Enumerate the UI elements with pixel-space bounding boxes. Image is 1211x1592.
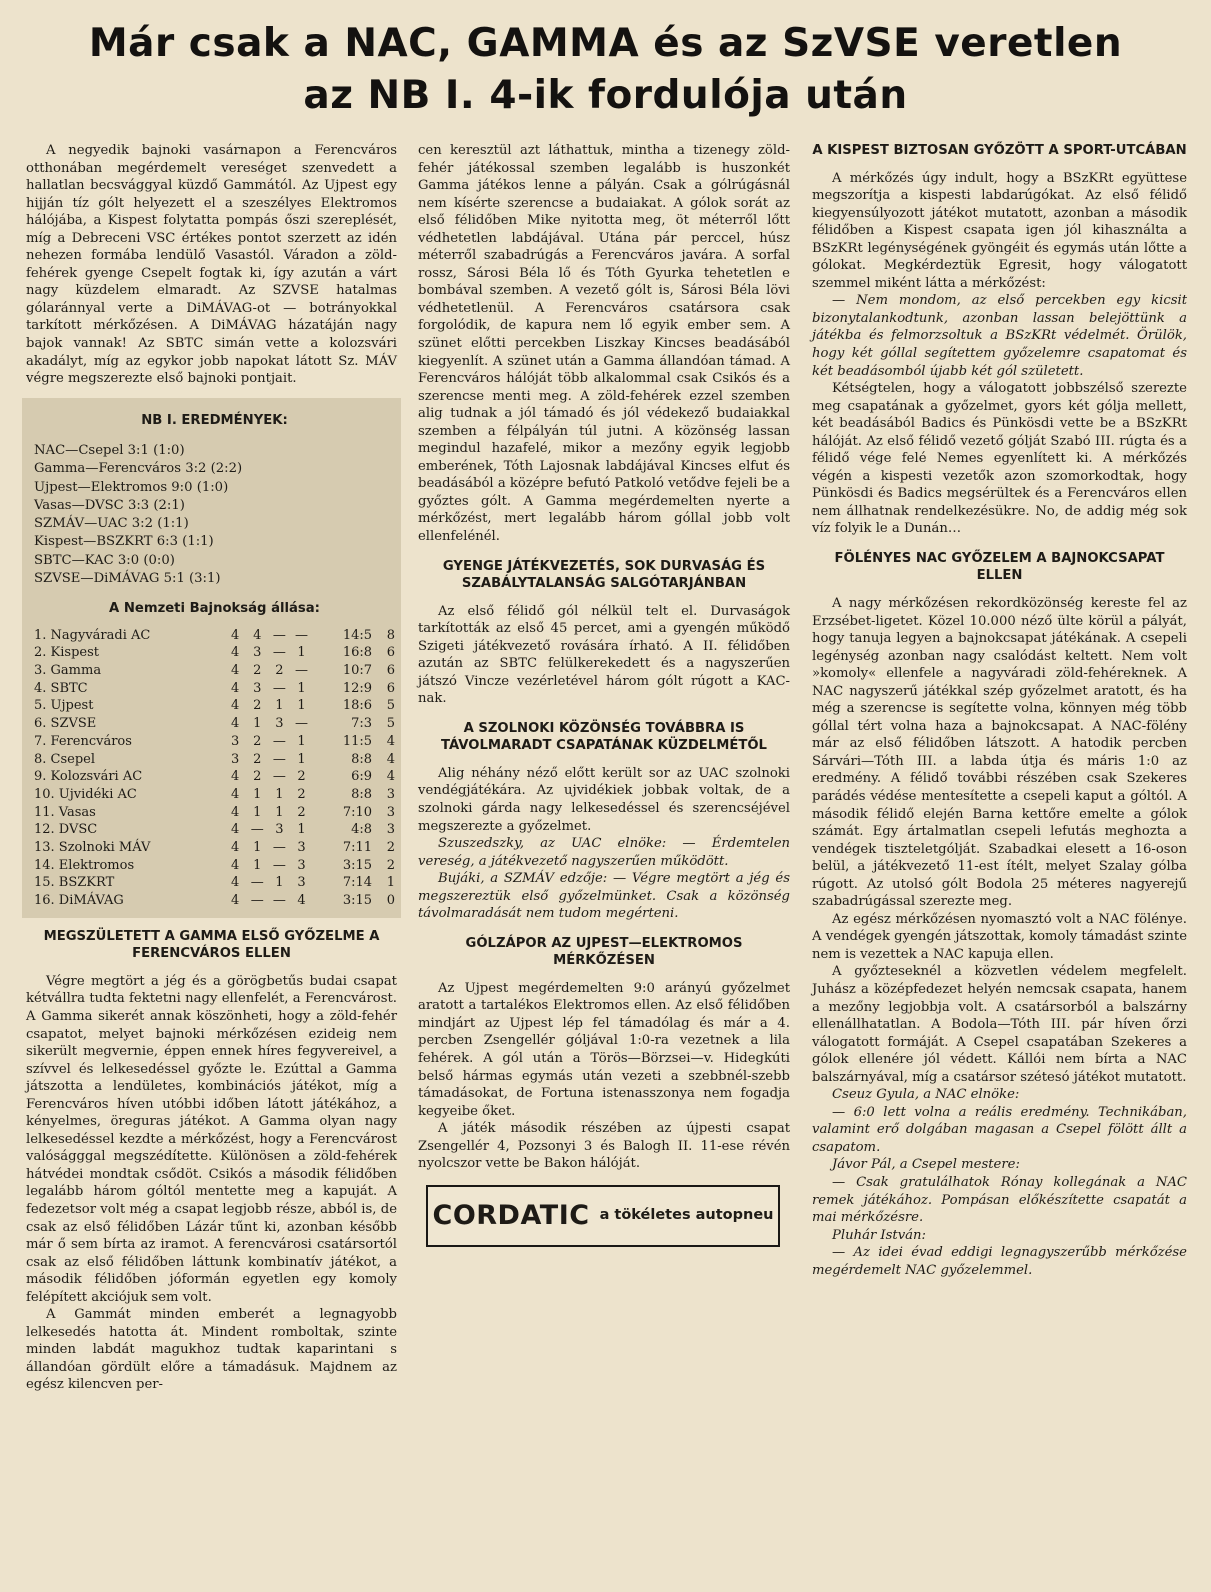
- drawn: —: [272, 857, 286, 873]
- results-list: [34, 442, 395, 588]
- ujpest-heading: GÓLZÁPOR AZ UJPEST—ELEKTROMOS MÉRKŐZÉSEN: [465, 935, 743, 969]
- team-name: 12. DVSC: [34, 822, 98, 838]
- szolnok-paragraph-3: Bujáki, a SZMÁV edzője: — Végre megtört a jég és megszereztük első győzelmünket. Csak a közönség távolmaradását nem tudom megérteni.: [418, 871, 790, 922]
- played: 4: [230, 786, 240, 802]
- standings-row: [34, 715, 395, 733]
- results-box: [22, 398, 401, 918]
- gamma-paragraph-2: A Gammát minden emberét a legnagyobb lelkesedés hatotta át. Mindent romboltak, szinte minden labdát magukhoz tudtak kaparintani s állandóan gördült előre a támadásuk. Majdnem az egész kilencven per-: [26, 1307, 397, 1393]
- lost: —: [295, 627, 309, 643]
- team-name: 14. Elektromos: [34, 857, 135, 873]
- team-name: 8. Csepel: [34, 751, 96, 767]
- points: 2: [386, 840, 395, 856]
- won: 1: [253, 804, 262, 820]
- lost: —: [295, 716, 309, 732]
- points: 5: [386, 698, 395, 714]
- played: 4: [230, 716, 240, 732]
- nac-heading: FÖLÉNYES NAC GYŐZELEM A BAJNOKCSAPAT ELLEN: [834, 550, 1165, 584]
- points: 8: [386, 627, 395, 643]
- standings-row: [34, 662, 395, 680]
- column-1: [26, 142, 397, 1394]
- team-name: 11. Vasas: [34, 804, 96, 820]
- points: 6: [386, 645, 395, 661]
- goal-ratio: 7:10: [342, 804, 373, 820]
- standings-table: [34, 627, 395, 910]
- standings-row: [34, 680, 395, 698]
- nac-paragraph-1: A nagy mérkőzésen rekordközönség kereste fel az Erzsébet-ligetet. Közel 10.000 néző ülte körül a pályát, hogy tanuja legyen a bajnokcsapat játékának. A csepeli legénység azonban nagy csalódást keltett. Nem volt »komoly« ellenfele a nagyváradi zöld-fehéreknek. A NAC nagyszerű játékkal szép győzelmet aratott, és ha még a szerencse is segítette volna, könnyen még több góllal tért volna haza a bajnokcsapat. A NAC-fölény már az első félidőben látszott. A hatodik percben Sárvári—Tóth III. a labda útja és máris 1:0 az eredmény. A félidő további részében csak Szekeres parádés védése mentesítette a csepeli kaput a góltól. A második félidő elején Barna kettőre emelte a gólok számát. Egy ártalmatlan csepeli lefutás meghozta a vendégek tiszteletgólját. Szabadkai elesett a 16-oson belül, a játékvezető 11-est ítélt, melyet Szalay gólba rúgott. Az utolsó gólt Bodola 25 méteres nagyerejű szabadrúgással szerezte meg.: [812, 595, 1187, 910]
- team-name: 4. SBTC: [34, 680, 88, 696]
- won: 1: [253, 840, 262, 856]
- points: 3: [386, 786, 395, 802]
- points: 3: [386, 822, 395, 838]
- standings-row: [34, 857, 395, 875]
- played: 4: [230, 663, 240, 679]
- results-title: NB I. EREDMÉNYEK:: [141, 412, 288, 428]
- won: 1: [253, 716, 262, 732]
- standings-row: [34, 804, 395, 822]
- played: 4: [230, 840, 240, 856]
- goal-ratio: 7:3: [351, 716, 373, 732]
- played: 4: [230, 698, 240, 714]
- standings-row: [34, 821, 395, 839]
- salgotarjan-heading: GYENGE JÁTÉKVEZETÉS, SOK DURVASÁG ÉS SZABÁLYTALANSÁG SALGÓTARJÁNBAN: [442, 558, 766, 592]
- gamma-heading: MEGSZÜLETETT A GAMMA ELSŐ GYŐZELME A FERENCVÁROS ELLEN: [43, 928, 380, 962]
- won: 3: [253, 680, 262, 696]
- played: 4: [230, 680, 240, 696]
- nac-paragraph-5: — 6:0 lett volna a reális eredmény. Technikában, valamint erő dolgában magasan a Csepel fölött állt a csapatom.: [812, 1104, 1187, 1155]
- goal-ratio: 3:15: [342, 893, 373, 909]
- drawn: —: [272, 645, 286, 661]
- lost: 1: [297, 698, 306, 714]
- standings-row: [34, 768, 395, 786]
- kispest-paragraph-2: — Nem mondom, az első percekben egy kicsit bizonytalankodtunk, azonban lassan belejöttünk a játékba és felmorzsoltuk a BSzKRt védelmét. Örülök, hogy két góllal segítettem győzelemre csapatomat és két beadásomból újabb két gól született.: [812, 293, 1187, 379]
- standings-row: [34, 892, 395, 910]
- gamma-paragraph-1: Végre megtört a jég és a görögbetűs budai csapat kétvállra tudta fektetni nagy ellenfelét, a Ferencvárost. A Gamma sikerét annak köszönheti, hogy a zöld-fehér csapatot, melyet bajnoki mérkőzésen ezideig nem sikerült megvernie, éppen ennek híres fegyvereivel, a szívvel és lelkesedéssel győzte le. Ezúttal a Gamma játszotta a lendületes, kombinációs játékot, míg a Ferencváros híven utóbbi időben látott játékához, a kényelmes, öreguras játékot. A Gamma olyan nagy lelkesedéssel kezdte a mérkőzést, hogy a Ferencvárost valóságggal megszédítette. Különösen a zöld-fehérek hátvédei mondtak csődöt. Csikós a második félidőben legalább három góltól mentette meg a kapuját. A fedezetsor volt még a csapat legjobb része, abból is, de csak az első félidőben Lázár tűnt ki, azonban később már ő sem bírta az iramot. A ferencvárosi csatársortól csak az első félidőben láttunk kombinatív játékot, a második félidőben jóformán egyetlen egy komoly felépített akciójuk sem volt.: [26, 973, 397, 1305]
- drawn: —: [272, 769, 286, 785]
- nac-paragraph-4: Cseuz Gyula, a NAC elnöke:: [832, 1087, 1020, 1103]
- ad-tagline: a tökéletes autopneu: [599, 1207, 774, 1224]
- drawn: —: [272, 680, 286, 696]
- team-name: 2. Kispest: [34, 645, 99, 661]
- team-name: 7. Ferencváros: [34, 733, 132, 749]
- standings-row: [34, 751, 395, 769]
- drawn: 3: [275, 822, 284, 838]
- standings-row: [34, 627, 395, 645]
- result-row: SZMÁV—UAC 3:2 (1:1): [34, 516, 189, 532]
- standings-title: A Nemzeti Bajnokság állása:: [109, 601, 320, 617]
- lost: 3: [297, 857, 306, 873]
- lost: —: [295, 663, 309, 679]
- points: 6: [386, 663, 395, 679]
- lost: 1: [297, 645, 306, 661]
- lost: 1: [297, 733, 306, 749]
- won: 1: [253, 857, 262, 873]
- gamma-continuation: cen keresztül azt láthattuk, mintha a tizenegy zöld-fehér játékossal szemben legalább is huszonkét Gamma játékos lenne a pályán. Csak a gólrúgásnál nem kísérte szerencse a budaiakat. A gólok sorát az első félidőben Mike nyitotta meg, öt méterről lőtt védhetetlen labdájával. Utána pár perccel, húsz méterről szabadrúgás a Ferencváros javára. A sorfal rossz, Sárosi Béla lő és Tóth Gyurka tehetetlen e bombával szemben. A vezető gólt is, Sárosi Béla lövi védhetetlenül. A Ferencváros csatársora csak forgolódik, de kapura nem lő egyik ember sem. A szünet előtti percekben Liszkay Kincses beadásából kiegyenlít. A szünet után a Gamma állandóan támad. A Ferencváros hálóját több alkalommal csak Csikós és a szerencse menti meg. A zöld-fehérek ezzel szemben alig tudnak a jól támadó és jól védekező budaiakkal szemben a félpályán túl jutni. A közönség lassan megindul hazafelé, mikor a mezőny egyik legjobb emberének, Tóth Lajosnak labdájával Kincses elfut és beadásából a középre befutó Patkoló vetődve fejeli be a győztes gólt. A Gamma megérdemelten nyerte a mérkőzést, mert legalább három góllal jobb volt ellenfelénél.: [418, 143, 790, 545]
- lost: 3: [297, 875, 306, 891]
- standings-row: [34, 874, 395, 892]
- played: 4: [230, 627, 240, 643]
- points: 4: [386, 751, 395, 767]
- nac-paragraph-2: Az egész mérkőzésen nyomasztó volt a NAC fölénye. A vendégek gyengén játszottak, komoly támadást szinte nem is vezettek a NAC kapuja ellen.: [812, 911, 1187, 962]
- goal-ratio: 18:6: [342, 698, 373, 714]
- points: 6: [386, 680, 395, 696]
- drawn: 1: [275, 875, 284, 891]
- goal-ratio: 6:9: [351, 769, 373, 785]
- kispest-paragraph-1: A mérkőzés úgy indult, hogy a BSzKRt együttese megszorítja a kispesti labdarúgókat. Az első félidő kiegyensúlyozott játékot mutatott, azonban a második félidőben a Kispest csapata igen jól kihasználta a BSzKRt legénységének gyöngéit és egymás után lőtte a gólokat. Megkérdeztük Egresit, hogy válogatott szemmel miként látta a mérkőzést:: [812, 170, 1187, 291]
- won: 4: [253, 627, 262, 643]
- headline: [0, 18, 1211, 122]
- played: 4: [230, 875, 240, 891]
- played: 4: [230, 893, 240, 909]
- drawn: —: [272, 733, 286, 749]
- points: 0: [386, 893, 395, 909]
- szolnok-paragraph-2: Szuszedszky, az UAC elnöke: — Érdemtelen vereség, a játékvezető nagyszerűen működött.: [418, 836, 790, 869]
- lost: 2: [297, 786, 306, 802]
- nac-paragraph-8: Pluhár István:: [832, 1227, 926, 1243]
- goal-ratio: 12:9: [342, 680, 373, 696]
- result-row: Kispest—BSZKRT 6:3 (1:1): [34, 534, 214, 550]
- team-name: 5. Ujpest: [34, 698, 94, 714]
- played: 3: [230, 733, 240, 749]
- lost: 1: [297, 822, 306, 838]
- nac-paragraph-3: A győzteseknél a közvetlen védelem megfelelt. Juhász a középfedezet helyén nemcsak csapata, hanem a mezőny legjobbja volt. A csatársorból a balszárny ellenállhatatlan. A Bodola—Tóth III. pár híven őrzi válogatott formáját. A Csepel csapatában Szekeres a gólok ellenére jól védett. Kállói nem bírta a NAC balszárnyával, míg a csatársor szétesó játékot mutatott.: [812, 964, 1187, 1085]
- won: 2: [253, 663, 262, 679]
- points: 4: [386, 769, 395, 785]
- lost: 3: [297, 840, 306, 856]
- result-row: Ujpest—Elektromos 9:0 (1:0): [34, 479, 229, 495]
- standings-row: [34, 697, 395, 715]
- team-name: 15. BSZKRT: [34, 875, 115, 891]
- team-name: 13. Szolnoki MÁV: [34, 840, 151, 856]
- played: 4: [230, 645, 240, 661]
- goal-ratio: 11:5: [342, 733, 373, 749]
- drawn: —: [272, 893, 286, 909]
- intro-paragraph: A negyedik bajnoki vasárnapon a Ferencváros otthonában megérdemelt vereséget szenvedett a hallatlan becsvággyal küzdő Gammától. Az Ujpest egy hijján tíz gólt helyezett el a szeszélyes Elektromos hálójába, a Kispest folytatta pompás őszi szereplését, míg a Debreceni VSC értékes pontot szerzett az idén nehezen formába lendülő Vasastól. Váradon a zöld-fehérek gyenge Csepelt fogtak ki, így azután a várt nagy küzdelem elmaradt. Az SZVSE hatalmas gólaránnyal verte a DiMÁVAG-ot — botrányokkal tarkított mérkőzésen. A DiMÁVAG házatáján nagy bajok vannak! Az SBTC simán vette a kolozsvári akadályt, míg az egykor jobb napokat látott Sz. MÁV végre megszerezte első bajnoki pontjait.: [26, 143, 397, 387]
- played: 4: [230, 822, 240, 838]
- kispest-heading: A KISPEST BIZTOSAN GYŐZÖTT A SPORT-UTCÁBAN: [812, 143, 1187, 158]
- goal-ratio: 7:11: [342, 840, 373, 856]
- nac-paragraph-9: — Az idei évad eddigi legnagyszerűbb mérkőzése megérdemelt NAC győzelemmel.: [812, 1245, 1187, 1278]
- points: 5: [386, 716, 395, 732]
- ad-brand: CORDATIC: [432, 1200, 590, 1232]
- points: 3: [386, 804, 395, 820]
- won: 2: [253, 769, 262, 785]
- drawn: 1: [275, 786, 284, 802]
- lost: 2: [297, 769, 306, 785]
- ujpest-paragraph-2: A játék második részében az újpesti csapat Zsengellér 4, Pozsonyi 3 és Balogh II. 11-ese révén nyolcszor vette be Bakon hálóját.: [418, 1121, 790, 1172]
- result-row: SZVSE—DiMÁVAG 5:1 (3:1): [34, 571, 221, 587]
- result-row: NAC—Csepel 3:1 (1:0): [34, 442, 185, 458]
- points: 1: [386, 875, 395, 891]
- played: 4: [230, 857, 240, 873]
- played: 4: [230, 769, 240, 785]
- drawn: 1: [275, 804, 284, 820]
- standings-row: [34, 786, 395, 804]
- column-3: [812, 142, 1187, 1279]
- goal-ratio: 16:8: [342, 645, 373, 661]
- salgotarjan-paragraph: Az első félidő gól nélkül telt el. Durvaságok tarkították az első 45 percet, ami a gyengén működő Szigeti játékvezető rovására írható. A II. félidőben azután az SBTC felülkerekedett és a nagyszerűen játszó Vincze vezérletével három gólt rúgott a KAC-nak.: [418, 603, 790, 707]
- nac-paragraph-6: Jávor Pál, a Csepel mestere:: [832, 1157, 1020, 1173]
- team-name: 1. Nagyváradi AC: [34, 627, 151, 643]
- won: 2: [253, 733, 262, 749]
- points: 2: [386, 857, 395, 873]
- won: —: [250, 893, 264, 909]
- goal-ratio: 10:7: [342, 663, 373, 679]
- ujpest-paragraph-1: Az Ujpest megérdemelten 9:0 arányú győzelmet aratott a tartalékos Elektromos ellen. Az első félidőben mindjárt az Ujpest lép fel támadólag és már a 4. percben Zsengellér góljával 1:0-ra vezetnek a lila fehérek. A gól után a Törös—Börzsei—v. Hidegkúti belső hármas egymás után vezeti a szebbnél-szebb támadásokat, de Fortuna istenasszonya nem fogadja kegyeibe őket.: [418, 980, 790, 1119]
- nac-paragraph-7: — Csak gratulálhatok Rónay kollegának a NAC remek játékához. Pompásan előkészítette csapatát a mai mérkőzésre.: [812, 1175, 1187, 1226]
- lost: 2: [297, 804, 306, 820]
- headline-line-2: az NB I. 4-ik fordulója után: [303, 73, 908, 118]
- drawn: —: [272, 627, 286, 643]
- headline-line-1: Már csak a NAC, GAMMA és az SzVSE veretlen: [88, 21, 1123, 66]
- team-name: 9. Kolozsvári AC: [34, 769, 143, 785]
- result-row: Gamma—Ferencváros 3:2 (2:2): [34, 461, 243, 477]
- won: —: [250, 875, 264, 891]
- won: 2: [253, 751, 262, 767]
- goal-ratio: 4:8: [351, 822, 373, 838]
- drawn: 2: [275, 663, 284, 679]
- lost: 1: [297, 680, 306, 696]
- goal-ratio: 7:14: [342, 875, 373, 891]
- drawn: —: [272, 840, 286, 856]
- goal-ratio: 3:15: [342, 857, 373, 873]
- drawn: —: [272, 751, 286, 767]
- kispest-paragraph-3: Kétségtelen, hogy a válogatott jobbszélső szerezte meg csapatának a győzelmet, gyors két gólja mellett, két beadásából Badics és Pünkösdi vette be a BSzKRt hálóját. Az első félidő vezető gólját Szabó III. rúgta és a félidő vége felé Nemes egyenlített ki. A mérkőzés végén a kispesti vezetők azon szomorkodtak, hogy Pünkösdi és Badics megsérültek és a Ferencváros ellen nem állhatnak rendelkezésükre. No, de addig még sok víz folyik le a Dunán…: [812, 381, 1187, 537]
- szolnok-heading: A SZOLNOKI KÖZÖNSÉG TOVÁBBRA IS TÁVOLMARADT CSAPATÁNAK KÜZDELMÉTŐL: [441, 720, 767, 754]
- drawn: 1: [275, 698, 284, 714]
- result-row: SBTC—KAC 3:0 (0:0): [34, 552, 175, 568]
- lost: 4: [297, 893, 306, 909]
- played: 4: [230, 804, 240, 820]
- standings-row: [34, 644, 395, 662]
- drawn: 3: [275, 716, 284, 732]
- won: —: [250, 822, 264, 838]
- column-2: [418, 142, 790, 1247]
- won: 2: [253, 698, 262, 714]
- szolnok-paragraph-1: Alig néhány néző előtt került sor az UAC szolnoki vendégjátékára. Az ujvidékiek jobbak voltak, de a szolnoki gárda nagy lelkesedéssel és szerencséjével megszerezte a győzelmet.: [418, 765, 790, 834]
- won: 3: [253, 645, 262, 661]
- goal-ratio: 8:8: [351, 751, 373, 767]
- team-name: 3. Gamma: [34, 663, 102, 679]
- result-row: Vasas—DVSC 3:3 (2:1): [34, 497, 185, 513]
- goal-ratio: 14:5: [342, 627, 373, 643]
- played: 3: [230, 751, 240, 767]
- cordatic-advertisement: [426, 1185, 780, 1247]
- team-name: 16. DiMÁVAG: [34, 893, 124, 909]
- standings-row: [34, 733, 395, 751]
- points: 4: [386, 733, 395, 749]
- won: 1: [253, 786, 262, 802]
- goal-ratio: 8:8: [351, 786, 373, 802]
- standings-row: [34, 839, 395, 857]
- team-name: 10. Ujvidéki AC: [34, 786, 137, 802]
- team-name: 6. SZVSE: [34, 716, 97, 732]
- lost: 1: [297, 751, 306, 767]
